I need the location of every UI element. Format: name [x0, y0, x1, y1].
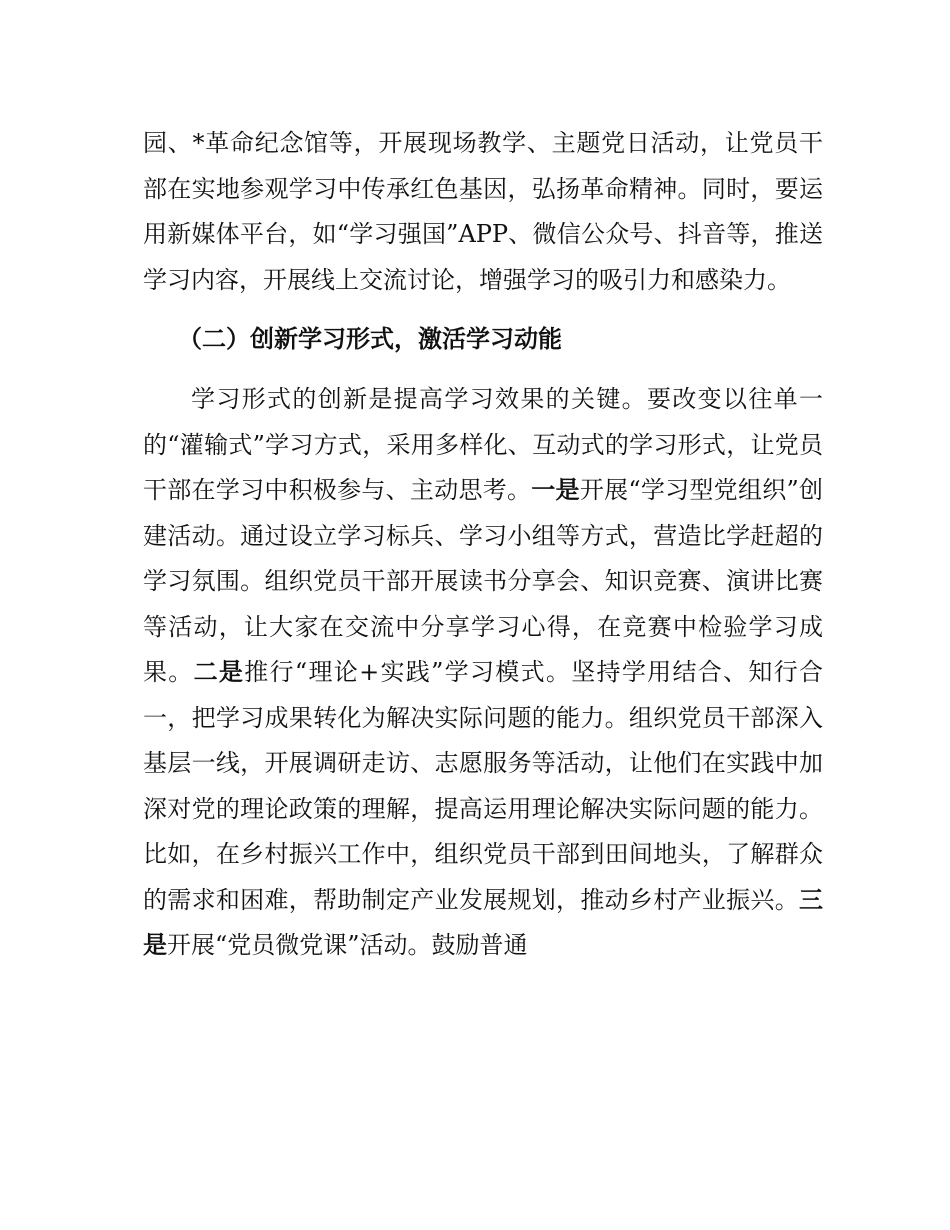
- point-1-label: 一是: [531, 476, 580, 504]
- paragraph-intro: 学习形式的创新是提高学习效果的关键。要改变以往单一的“灌输式”学习方式，采用多样化、互动式的学习形式，让党员干部在学习中积极参与、主动思考。: [143, 385, 823, 504]
- point-3-label: 三是: [143, 885, 823, 959]
- point-3-text: 开展“党员微党课”活动。鼓励普通: [167, 931, 528, 959]
- document-body: [143, 121, 823, 969]
- point-2-label: 二是: [193, 658, 245, 686]
- point-1-text: 开展“学习型党组织”创建活动。通过设立学习标兵、学习小组等方式，营造比学赶超的学习氛围。组织党员干部开展读书分享会、知识竞赛、演讲比赛等活动，让大家在交流中分享学习心得，在竞赛中检验学习成果。: [143, 476, 824, 686]
- paragraph-learning-forms: [143, 377, 823, 969]
- paragraph-continued: 园、*革命纪念馆等，开展现场教学、主题党日活动，让党员干部在实地参观学习中传承红色基因，弘扬革命精神。同时，要运用新媒体平台，如“学习强国”APP、微信公众号、抖音等，推送学习内容，开展线上交流讨论，增强学习的吸引力和感染力。: [143, 129, 823, 294]
- point-2-text: 推行“理论+实践”学习模式。坚持学用结合、知行合一，把学习成果转化为解决实际问题的能力。组织党员干部深入基层一线，开展调研走访、志愿服务等活动，让他们在实践中加深对党的理论政策的理解，提高运用理论解决实际问题的能力。比如，在乡村振兴工作中，组织党员干部到田间地头，了解群众的需求和困难，帮助制定产业发展规划，推动乡村产业振兴。: [143, 658, 824, 914]
- section-heading: （二）创新学习形式，激活学习动能: [178, 325, 562, 353]
